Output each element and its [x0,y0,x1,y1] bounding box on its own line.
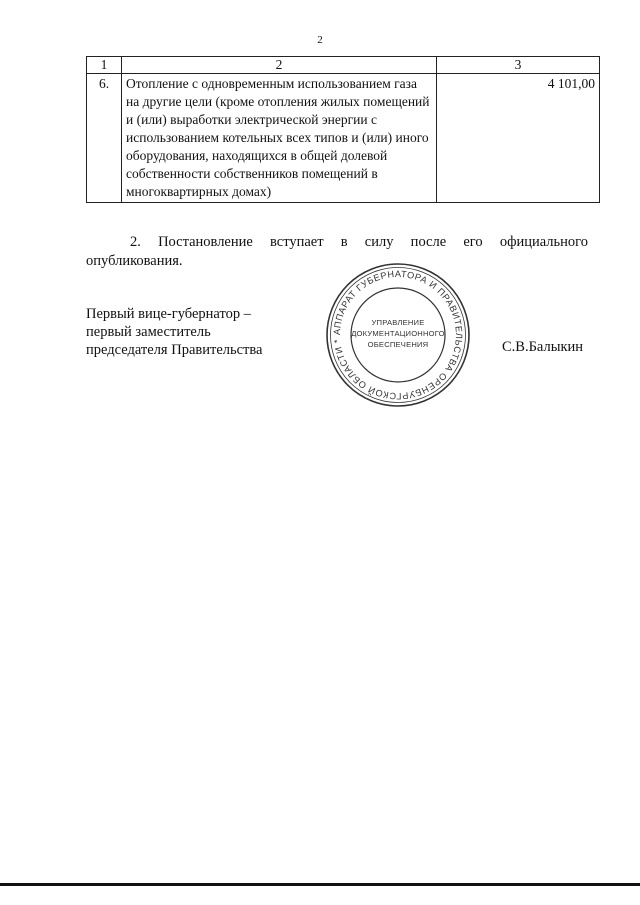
seal-center-line-3: ОБЕСПЕЧЕНИЯ [367,340,429,349]
signer-title-line-3: председателя Правительства [86,342,263,358]
seal-center-line-2: ДОКУМЕНТАЦИОННОГО [351,329,445,338]
column-header-2: 2 [122,57,437,74]
rates-table [86,56,600,203]
effective-paragraph: 2. Постановление вступает в силу после его официального опубликования. [86,234,588,269]
page-number: 2 [317,34,323,46]
signer-block [86,305,262,359]
column-header-1: 1 [87,57,122,74]
signer-title-line-1: Первый вице-губернатор – [86,306,251,322]
column-header-3: 3 [437,57,600,74]
table-header-row [87,57,600,74]
row-number: 6. [87,74,122,203]
bottom-rule [0,883,640,886]
seal-ring-text: АППАРАТ ГУБЕРНАТОРА И ПРАВИТЕЛЬСТВА ОРЕНБУРГСКОЙ ОБЛАСТИ * [331,268,465,402]
row-description: Отопление с одновременным использованием газа на другие цели (кроме отопления жилых помещений и (или) выработки электрической энергии с использованием котельных всех типов и (или) иного оборудования, находящихся в общей долевой собственности собственников помещений в многоквартирных домах) [122,74,437,203]
official-seal-stamp [323,260,473,410]
table-row [87,74,600,203]
row-value: 4 101,00 [437,74,600,203]
signer-name: С.В.Балыкин [502,339,584,355]
signer-title-line-2: первый заместитель [86,324,211,340]
seal-center-line-1: УПРАВЛЕНИЕ [371,318,425,327]
